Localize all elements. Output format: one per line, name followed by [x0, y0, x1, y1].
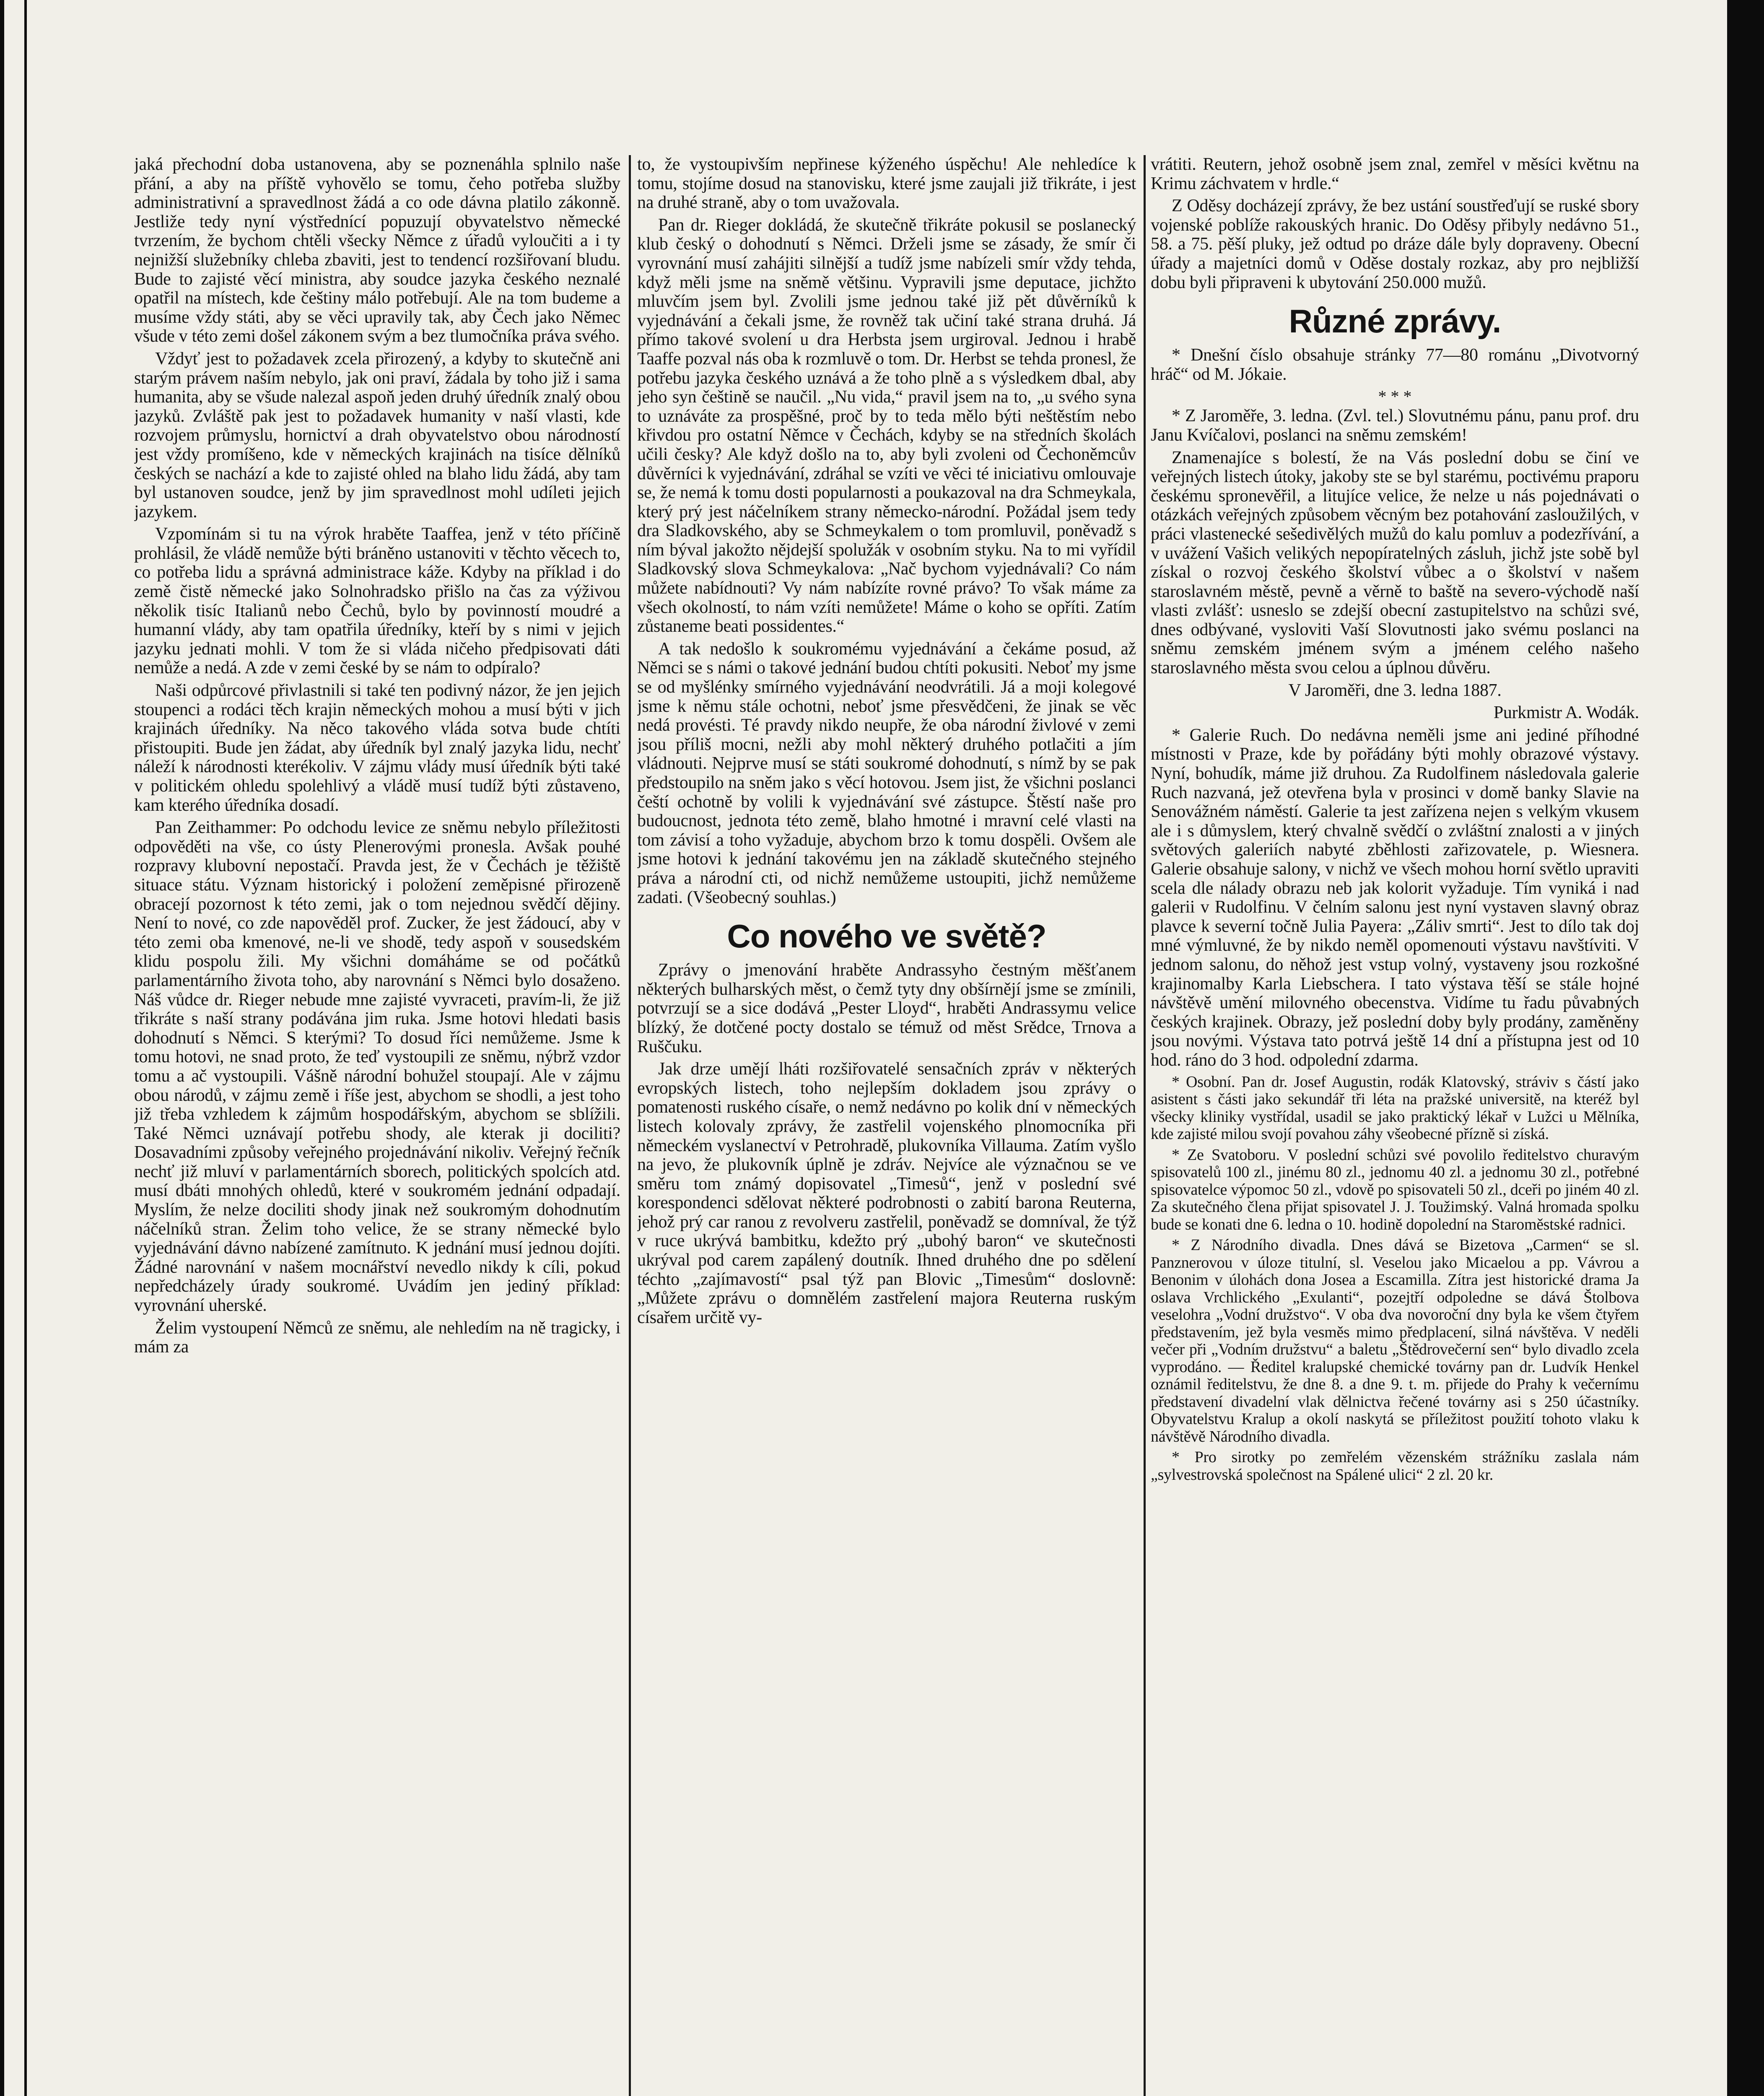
column-rule-1 — [629, 155, 631, 2096]
column-2 — [637, 155, 1136, 2096]
col3-small-paragraph: * Ze Svatoboru. V poslední schůzi své povolilo ředitelstvo churavým spisovatelů 100 zl., jinému 80 zl., jednomu 40 zl. a jednomu 30 zl., potřebné spisovatelce výpomoc 50 zl., vdově po spisovateli 50 zl., dceři po jiném 40 zl. Za skutečného člena přijat spisovatel J. J. Toužimský. Valná hromada spolku bude se konati dne 6. ledna o 10. hodině dopolední na Staroměstské radnici. — [1151, 1146, 1639, 1233]
col1-paragraph: Vždyť jest to požadavek zcela přirozený, a kdyby to skutečně ani starým právem naším nebylo, jak oni praví, žádala by toho již i sama humanita, aby se všude nalezal aspoň jeden druhý úředník znalý obou jazyků. Zvláště pak jest to požadavek humanity v naší vlasti, kde rozvojem průmyslu, hornictví a drah obyvatelstvo obou národností jest vždy promíšeno, kde v německých krajinách na tisíce dělníků českých se nachází a kde to zajisté ohled na blaho lidu žádá, aby tam byl ustanoven soudce, jenž by jim spravedlnost mohl udíleti jejich jazykem. — [134, 349, 620, 521]
left-inner-border — [24, 0, 27, 2096]
letter-signature: Purkmistr A. Wodák. — [1493, 703, 1639, 723]
col1-paragraph: Naši odpůrcové přivlastnili si také ten podivný názor, že jen jejich stoupenci a rodáci těch krajin německých mohou a musí býti v jich krajinách úředníky. Na něco takového vláda sotva bude chtíti přistoupiti. Bude jen žádat, aby úředník byl znalý jazyka lidu, nechť náleží k národnosti kterékoliv. V zájmu vlády musí úředník býti také v politickém ohledu spolehlivý a vládě musí tudíž býti zůstaveno, kam kterého úředníka dosadí. — [134, 681, 620, 815]
col1-paragraph: Želim vystoupení Němců ze sněmu, ale nehledím na ně tragicky, i mám za — [134, 1318, 620, 1357]
letter-date: V Jaroměři, dne 3. ledna 1887. — [1288, 680, 1502, 700]
col3-small-paragraph: * Z Národního divadla. Dnes dává se Bizetova „Carmen“ se sl. Panznerovou v úloze titulní, sl. Veselou jako Micaelou a pp. Vávrou a Benonim v úlohách dona Josea a Escamilla. Zítra jest historické drama Ja oslava Vrchlického „Exulanti“, pozejtří odpoledne se dává Štolbova veselohra „Vodní družstvo“. V oba dva novoroční dny byla ke všem čtyřem představením, jež byla vesměs mimo předplacení, silná návštěva. V neděli večer při „Vodním družstvu“ a baletu „Štědrovečerní sen“ bylo divadlo zcela vyprodáno. — Ředitel kralupské chemické továrny pan dr. Ludvík Henkel oznámil ředitelstvu, že dne 8. a dne 9. t. m. přijede do Prahy k večernímu představení divadelní vlak dělnictva řečené továrny asi s 250 účastníky. Obyvatelstvu Kralup a okolí naskytá se příležitost použití tohoto vlaku k návštěvě Národního divadla. — [1151, 1236, 1639, 1445]
section-title-news: Co nového ve světě? — [727, 918, 1046, 955]
col3-small-paragraph: * Pro sirotky po zemřelém vězenském strážníku zaslala nám „sylvestrovská společnost na Spálené ulici“ 2 zl. 20 kr. — [1151, 1448, 1639, 1484]
col2-paragraph: Zprávy o jmenování hraběte Andrassyho čestným měšťanem některých bulharských měst, o čemž tyty dny obšírnějí jsme se zmínili, potvrzují se a sice dodává „Pester Lloyd“, hraběti Andrassymu velice blízký, že dotčené pocty dostalo se témuž od měst Srědce, Trnova a Ruščuku. — [637, 960, 1136, 1056]
col3-paragraph: vrátiti. Reutern, jehož osobně jsem znal, zemřel v měsíci květnu na Krimu záchvatem v hrdle.“ — [1151, 155, 1639, 193]
col1-paragraph: jaká přechodní doba ustanovena, aby se poznenáhla splnilo naše přání, a aby na příště vyhovělo se tomu, čeho potřeba služby administrativní a spravedlnost žádá a co ode dávna platilo zákonně. Jestliže tedy nyní výstřednící popuzují obyvatelstvo německé tvrzením, že bychom chtěli všecky Němce z úřadů vyloučiti a i ty nejnižší služebníky chleba zbaviti, jest to tendencí rozšiřovaní bludu. Bude to zajisté věcí ministra, aby soudce jazyka českého neznalé opatřil na místech, kde češtiny málo potřebují. Ale na tom budeme a musíme vždy státi, aby se věci upravily tak, aby Čech jako Němec všude v této zemi došel zákonem svým a bez tlumočníka práva svého. — [134, 155, 620, 346]
right-page-edge — [1727, 0, 1764, 2096]
col2-paragraph: to, že vystoupivším nepřinese kýženého úspěchu! Ale nehledíce k tomu, stojíme dosud na stanovisku, které jsme zaujali již třikráte, i jest na druhé straně, aby o tom uvažovala. — [637, 155, 1136, 213]
section-title-misc: Různé zprávy. — [1289, 303, 1501, 340]
col1-paragraph: Pan Zeithammer: Po odchodu levice ze sněmu nebylo příležitosti odpověděti na vše, co ústy Plenerovými pronesla. Avšak pouhé rozpravy klubovní nepostačí. Pravda jest, že v Čechách je těžiště situace státu. Význam historický i položení zeměpisné přirozeně obracejí pozornost k této zemi, jak o tom nejednou svědčí dějiny. Není to nové, co zde napověděl prof. Zucker, že jest žádoucí, aby v této zemi oba kmenové, ne-li ve shodě, tedy aspoň v sousedském klidu pospolu žili. My všichni domáháme se od počátků parlamentárního života toho, aby narovnání s Němci bylo dosaženo. Náš vůdce dr. Rieger nebude mne zajisté vyvraceti, pravím-li, že již třikráte s naší strany podávána jim ruka. Jsme hotovi hledati basis dohodnutí s Němci. S kterými? To dosud říci nemůžeme. Jsme k tomu hotovi, ne snad proto, že teď vystoupili ze sněmu, nýbrž vzdor tomu a ač vystoupili. Vášně národní bohužel stoupají. Ale v zájmu obou národů, v zájmu země i říše jest, abychom se shodli, a jest toho již třeba vzhledem k zájmům hospodářským, abychom se sblížili. Také Němci uznávají potřebu shody, ale kterak ji dociliti? Dosavadními způsoby veřejného projednávání nikoliv. Veřejný řečník nechť již mluví v parlamentárních sborech, politických spolcích atd. musí dbáti mnohých ohledů, které v soukromém jednání odpadají. Myslím, že nelze dociliti shody jinak než soukromým dohodnutím náčelníků stran. Želim toho velice, že se strany německé bylo vyjednávání dávno nabízené zamítnuto. K jednání musí jednou dojíti. Žádné narovnání v našem mocnářství nevedlo nikdy k cíli, pokud nepředcházely úrady soukromé. Uvádím jen jediný příklad: vyrovnání uherské. — [134, 818, 620, 1315]
col2-paragraph: Pan dr. Rieger dokládá, že skutečně třikráte pokusil se poslanecký klub český o dohodnutí s Němci. Drželi jsme se zásady, že smír či vyrovnání musí zahájiti silnější a tudíž jsme nabízeli smír vždy tehda, když měli jsme na sněmě většinu. Vypravili jsme deputace, jichžto mluvčím jsem byl. Zvolili jsme jednou také již pět důvěrníků k vyjednávání a čekali jsme, že rovněž tak učiní také strana druhá. Já přímo takové svolení u dra Herbsta jsem urgiroval. Jednou i hrabě Taaffe pozval nás oba k rozmluvě o tom. Dr. Herbst se tehda pronesl, že potřebu jazyka českého uznává a že toho plně a s výsledkem dbal, aby jeho syn češtině se naučil. „Nu vida,“ pravil jsem na to, „u svého syna to uznáváte za prospěšné, proč by to teda mělo býti neštěstím nebo křivdou pro ostatní Němce v Čechách, kdyby se na středních školách učili česky? Ale když došlo na to, aby byli zvoleni od Čechoněmcův důvěrníci k vyjednávání, zdráhal se vzíti ve věci té iniciativu omlouvaje se, že nemá k tomu dosti popularnosti a poukazoval na dra Schmeykala, který prý jest náčelníkem strany německo-národní. Požádal jsem tedy dra Sladkovského, aby se Schmeykalem o tom promluvil, poněvadž s ním býval jakožto nějdejší spolužák v osobním styku. Na to mi vyřídil Sladkovský slova Schmeykalova: „Nač bychom vyjednávali? Co nám můžete nabídnouti? Vy nám nabízíte rovné právo? To však máme za všech okolností, to nám vzíti nemůžete! Máme o koho se opříti. Zatím zůstaneme beati possidentes.“ — [637, 215, 1136, 636]
separator-stars: * * * — [1378, 387, 1412, 406]
col3-paragraph: * Galerie Ruch. Do nedávna neměli jsme ani jediné příhodné místnosti v Praze, kde by pořádány býti mohly obrazové výstavy. Nyní, bohudík, máme již druhou. Za Rudolfinem následovala galerie Ruch nazvaná, jež otevřena byla v prosinci v domě banky Slavie na Senovážném náměstí. Galerie ta jest zařízena nejen s velkým vkusem ale i s důmyslem, který chvalně svědčí o zvláštní znalosti a v jiných světových galeriích nabyté zběhlosti zařizovatele, p. Wiesnera. Galerie obsahuje salony, v nichž ve všech mohou horní světlo upraviti scela dle nálady obrazu neb jak kolorit vyžaduje. Tím vyniká i nad galerii v Rudolfinu. V čelním salonu jest nyní vystaven slavný obraz plavce k severní točně Julia Payera: „Záliv smrti“. Jest to dílo tak doj mné výmluvné, že by nikdo neměl opomenouti výstavu navštíviti. V jednom salonu, do něhož jest vstup volný, vystaveny jsou rozkošné krajinomalby Karla Liebschera. I tato výstava těší se stále hojné návštěvě umění milovného obecenstva. Vidíme tu řadu půvabných českých krajinek. Obrazy, jež poslední doby byly prodány, zaměněny jsou novými. Výstava tato potrvá ještě 14 dní a přístupna jest od 10 hod. ráno do 3 hod. odpolední zdarma. — [1151, 725, 1639, 1070]
column-1 — [134, 155, 620, 2096]
col3-paragraph: * Z Jaroměře, 3. ledna. (Zvl. tel.) Slovutnému pánu, panu prof. dru Janu Kvíčalovi, poslanci na sněmu zemském! — [1151, 406, 1639, 445]
col1-paragraph: Vzpomínám si tu na výrok hraběte Taaffea, jenž v této příčině prohlásil, že vládě nemůže býti bráněno ustanoviti v těchto věcech to, co potřeba lidu a správná administrace káže. Kdyby na příklad i do země čistě německé jako Solnohradsko přišlo na čas za výživou několik tisíc Italianů nebo Čechů, bylo by povinností moudré a humanní vlády, aby tam opatřila úředníky, kteří by s nimi v jejich jazyku jednati mohli. V tom že si vláda ničeho předpisovati dáti nemůže a nedá. A zde v zemi české by se nám to odpíralo? — [134, 524, 620, 678]
col2-paragraph: Jak drze umějí lháti rozšiřovatelé sensačních zpráv v některých evropských listech, toho nejlepším dokladem jsou zprávy o pomatenosti ruského císaře, o nemž nedávno po kolik dní v německých listech kolovaly zprávy, že zastřelil vojenského plnomocníka při německém vyslanectví v Petrohradě, plukovníka Villauma. Zatím vyšlo na jevo, že plukovník úplně je zdráv. Nejvíce ale význačnou se ve směru tom známý dopisovatel „Timesů“, jenž v poslední své korespondenci sdělovat některé podrobnosti o zabití barona Reuterna, jehož prý car ranou z revolveru zastřelil, poněvadž se domníval, že týž v ruce ukrývá bambitku, kdežto prý „ubohý baron“ ve skutečnosti ukrýval pod carem zapálený doutník. Ihned druhého dne po sdělení téchto „zajímavostí“ psal týž pan Blovic „Timesům“ doslovně: „Můžete zprávu o domnělém zastřelení majora Reuterna ruským císařem určitě vy- — [637, 1059, 1136, 1327]
col3-paragraph: Znamenajíce s bolestí, že na Vás poslední dobu se činí ve veřejných listech útoky, jakoby ste se byl starému, poctivému praporu českému spronevěřil, a litujíce velice, že nelze u nás pojednávati o otázkách veřejných způsobem věcným bez potahování zasloužilých, v práci vlastenecké sešedivělých mužů do kalu pomluv a podezřívání, a v uvážení Vašich velikých nepopíratelných zásluh, jichž jste sobě byl získal o rozvoj českého školství vůbec a o školství v našem staroslavném městě, pevně a věrně to baště na severo-východě naší vlasti zvlášť: usneslo se zdejší obecní zastupitelstvo na schůzi své, dnes odbývané, vysloviti Vaší Slovutnosti jako svému poslanci na sněmu zemském jménem svým a jménem celého našeho staroslavného města svou celou a úplnou důvěru. — [1151, 448, 1639, 678]
col3-small-paragraph: * Osobní. Pan dr. Josef Augustin, rodák Klatovský, stráviv s částí jako asistent s části jako sekundář tři léta na pražské universitě, na kteréž byl všecky kliniky vystřídal, usadil se jako praktický lékař v Lužci u Mělníka, kde zajisté milou svojí povahou záhy všeobecné přízně si získá. — [1151, 1073, 1639, 1143]
serial-notice: * Dnešní číslo obsahuje stránky 77—80 románu „Divotvorný hráč“ od M. Jókaie. — [1151, 345, 1639, 384]
col2-paragraph: A tak nedošlo k soukromému vyjednávání a čekáme posud, až Němci se s námi o takové jednání budou chtíti pokusiti. Neboť my jsme se od myšlénky smírného vyjednávání neodvrátili. Já a moji kolegové jsme k němu stále ochotni, neboť jsme přesvědčeni, že jinak se věc nedá provésti. Té pravdy nikdo neupře, že oba národní živlové v zemi jsou příliš mocni, nežli aby mohl některý druhého potlačiti a jím vládnouti. Nejprve musí se státi soukromé dohodnutí, s nímž by se pak předstoupilo na sněm jako s věcí hotovou. Jsem jist, že všichni poslanci čeští ochotně by volili k vyjednávání své zástupce. Štěstí naše pro budoucnost, jednota této země, blaho hmotné i mravní celé vlasti na tom závisí a toho vyžaduje, abychom brzo k tomu dospěli. Ovšem ale jsme hotovi k jednání takovému jen na základě skutečného stejného práva a národní cti, od nichž nemůžeme ustoupiti, jichž nemůžeme zadati. (Všeobecný souhlas.) — [637, 639, 1136, 907]
left-page-edge — [0, 0, 4, 2096]
column-rule-2 — [1144, 155, 1146, 2096]
col3-paragraph: Z Oděsy docházejí zprávy, že bez ustání soustřeďují se ruské sbory vojenské poblíže rakouských hranic. Do Oděsy přibyly nedávno 51., 58. a 75. pěší pluky, jež odtud po dráze dále byly dopraveny. Obecní úřady a majetníci domů v Oděse dostaly rozkaz, aby pro nejbližší dobu byli připraveni k ubytování 250.000 mužů. — [1151, 196, 1639, 292]
column-3 — [1151, 155, 1639, 2096]
